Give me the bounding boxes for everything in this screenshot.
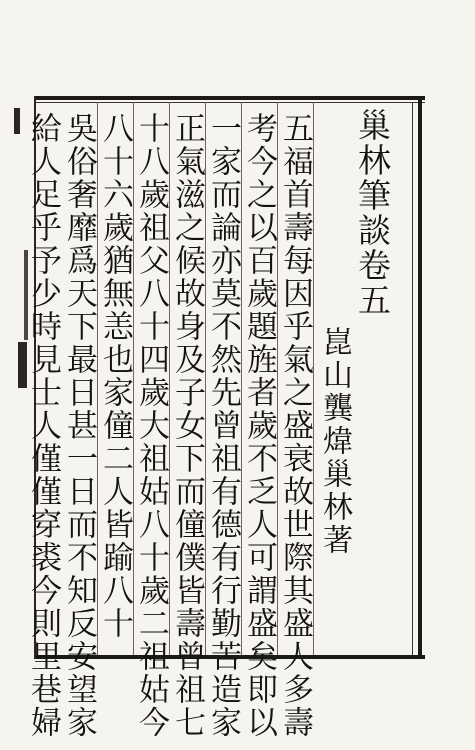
text-column: 八十六歲猶無恙也家僮二人皆踰八十	[97, 112, 133, 640]
text-column: 一家而論亦莫不然先曾祖有德有行勤苦造家	[205, 112, 241, 739]
frame-border-top	[34, 96, 425, 100]
text-column: 給人足乎予少時見士人僅僅穿裘今則里巷婦	[25, 112, 61, 739]
frame-border-top-inner	[34, 102, 425, 103]
gutter-mark	[14, 108, 20, 134]
text-column: 十八歲祖父八十四歲大祖姑八十歲二祖姑今	[133, 112, 169, 739]
text-column: 正氣滋之候故身及子女下而僮僕皆壽曾祖七	[169, 112, 205, 739]
frame-border-right-inner	[412, 102, 413, 655]
volume-title: 巢林筆談卷五	[353, 108, 392, 318]
author-line: 崑山龔煒巢林著	[317, 326, 352, 557]
column-rule	[313, 102, 314, 655]
frame-border-right	[418, 96, 422, 659]
text-column: 吳俗奢靡爲天下最日甚一日而不知反安望家	[61, 112, 97, 739]
text-column: 五福首壽每因乎氣之盛衰故世際其盛人多壽	[277, 112, 313, 739]
text-column: 考今之以百歲題旌者歲不乏人可謂盛矣即以	[241, 112, 277, 739]
